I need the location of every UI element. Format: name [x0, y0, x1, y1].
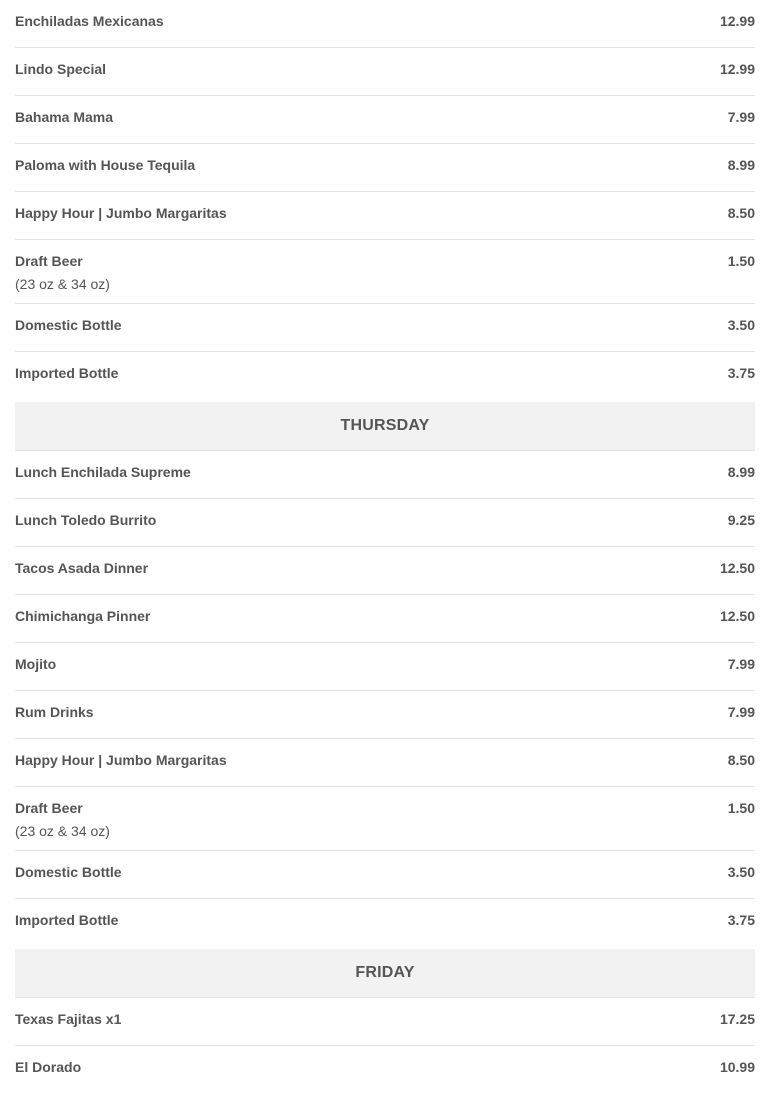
section-header-friday: FRIDAY [15, 949, 755, 997]
menu-item [15, 191, 755, 239]
specials-menu [15, 0, 755, 1093]
menu-item-name: Imported Bottle [15, 365, 119, 381]
menu-item-price: 1.50 [727, 253, 755, 269]
menu-item-price: 12.50 [719, 608, 755, 624]
menu-item-name: Enchiladas Mexicanas [15, 13, 164, 29]
menu-item-price: 3.75 [727, 912, 755, 928]
menu-item-name: Lindo Special [15, 61, 107, 77]
menu-item [15, 898, 755, 946]
menu-item [15, 450, 755, 498]
menu-item [15, 642, 755, 690]
menu-item [15, 47, 755, 95]
menu-item [15, 850, 755, 898]
menu-item-name: Happy Hour | Jumbo Margaritas [15, 205, 227, 221]
menu-item-note: (23 oz & 34 oz) [15, 823, 110, 839]
menu-item-name: Bahama Mama [15, 109, 114, 125]
menu-item-name: Lunch Enchilada Supreme [15, 464, 191, 480]
menu-item-name: Mojito [15, 656, 57, 672]
menu-item-price: 8.50 [727, 205, 755, 221]
menu-item-price: 1.50 [727, 800, 755, 816]
menu-item-name: Happy Hour | Jumbo Margaritas [15, 752, 227, 768]
menu-item-name: Draft Beer [15, 253, 83, 269]
menu-item-name: Imported Bottle [15, 912, 119, 928]
menu-item-name: Domestic Bottle [15, 317, 122, 333]
menu-item-price: 7.99 [727, 656, 755, 672]
menu-item [15, 0, 755, 47]
menu-item-price: 8.50 [727, 752, 755, 768]
menu-item [15, 594, 755, 642]
menu-item [15, 239, 755, 303]
menu-section [15, 949, 755, 1093]
menu-item-price: 7.99 [727, 704, 755, 720]
menu-item-price: 7.99 [727, 109, 755, 125]
menu-item [15, 786, 755, 850]
menu-item-note: (23 oz & 34 oz) [15, 276, 110, 292]
menu-section [15, 402, 755, 946]
menu-item-name: Draft Beer [15, 800, 83, 816]
menu-item-name: Tacos Asada Dinner [15, 560, 149, 576]
menu-item [15, 738, 755, 786]
section-header-thursday: THURSDAY [15, 402, 755, 450]
menu-item-price: 8.99 [727, 157, 755, 173]
menu-item-name: Paloma with House Tequila [15, 157, 196, 173]
menu-item [15, 95, 755, 143]
menu-item-price: 12.50 [719, 560, 755, 576]
menu-item-price: 12.99 [719, 13, 755, 29]
menu-item-price: 3.50 [727, 317, 755, 333]
menu-item [15, 690, 755, 738]
menu-item [15, 546, 755, 594]
menu-item-name: El Dorado [15, 1059, 82, 1075]
menu-section [15, 0, 755, 399]
menu-item [15, 1045, 755, 1093]
menu-item-price: 12.99 [719, 61, 755, 77]
menu-item-name: Texas Fajitas x1 [15, 1011, 122, 1027]
menu-item-price: 10.99 [719, 1059, 755, 1075]
menu-item [15, 351, 755, 399]
menu-item-name: Rum Drinks [15, 704, 94, 720]
menu-item [15, 303, 755, 351]
menu-item-name: Domestic Bottle [15, 864, 122, 880]
menu-item-price: 3.75 [727, 365, 755, 381]
menu-item-price: 17.25 [719, 1011, 755, 1027]
menu-item-price: 9.25 [727, 512, 755, 528]
menu-item-name: Chimichanga Pinner [15, 608, 151, 624]
menu-item-name: Lunch Toledo Burrito [15, 512, 157, 528]
menu-item [15, 143, 755, 191]
menu-item [15, 997, 755, 1045]
menu-item-price: 8.99 [727, 464, 755, 480]
menu-item [15, 498, 755, 546]
menu-item-price: 3.50 [727, 864, 755, 880]
